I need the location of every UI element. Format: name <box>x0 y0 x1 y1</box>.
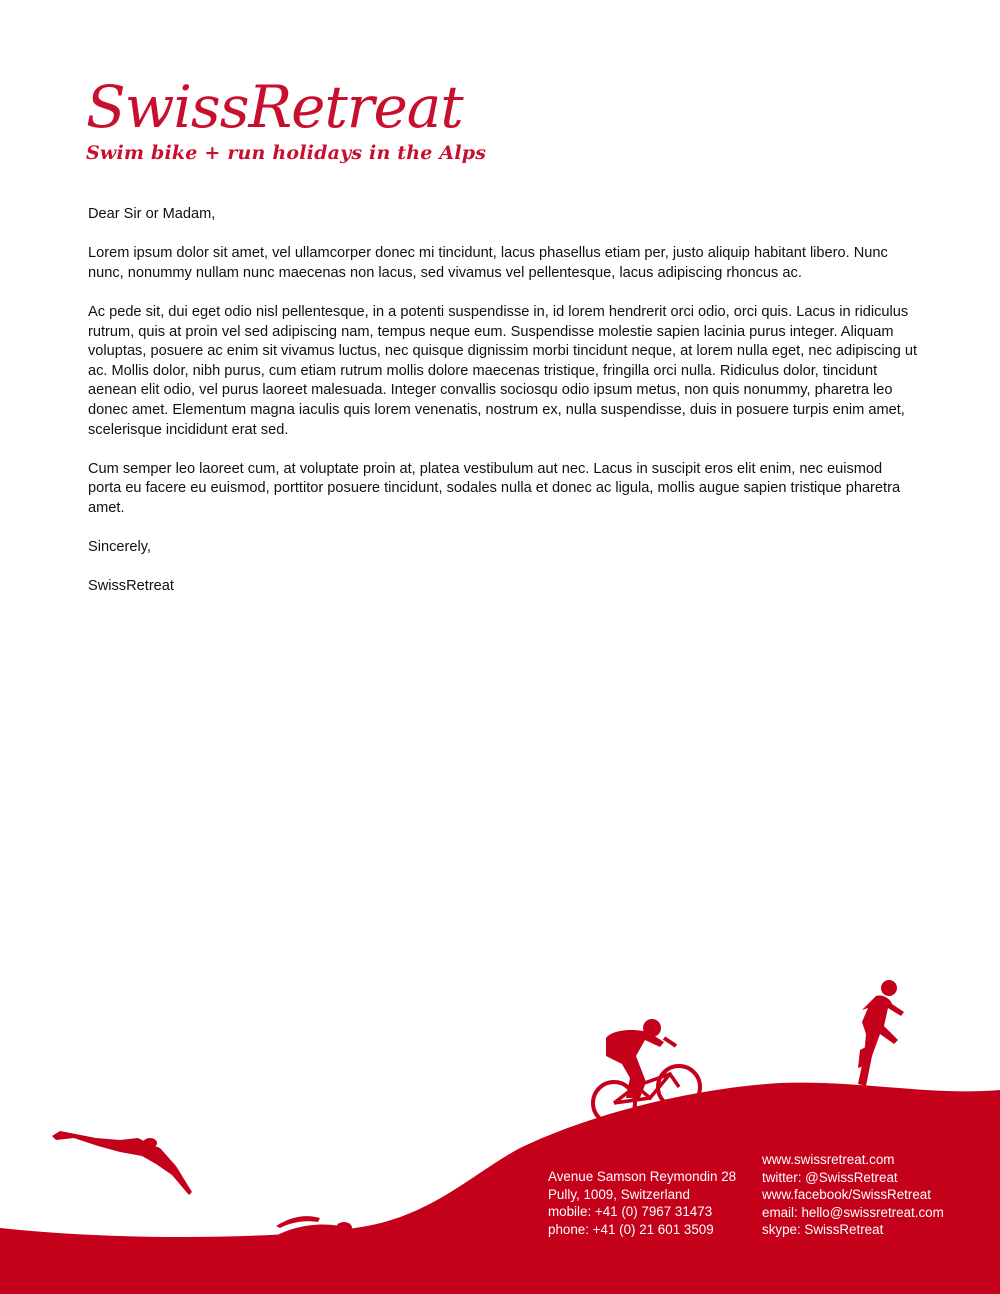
letter-salutation: Dear Sir or Madam, <box>88 206 216 222</box>
letter-body <box>88 205 918 616</box>
contact-phone: phone: +41 (0) 21 601 3509 <box>548 1221 714 1237</box>
address-city: Pully, 1009, Switzerland <box>548 1186 690 1202</box>
footer-online <box>762 1151 944 1239</box>
footer-address <box>548 1168 736 1238</box>
letter-paragraph-2: Ac pede sit, dui eget odio nisl pellentesque, in a potenti suspendisse in, id lorem hendrerit orci odio, orci quis. Lacus in ridiculus rutrum, quis at proin vel sed adipiscing nam, tempus neque eum. Suspendisse molestie sapien lacinia purus integer. Aliquam voluptas, posuere ac enim sit vivamus luctus, nec quisque dignissim morbi tincidunt neque, at lorem nulla eget, nec adipiscing ut ac. Mollis dolor, nibh purus, cum etiam rutrum mollis dolore maecenas tristique, fringilla orci nulla. Ridiculus dolor, tincidunt aenean elit odio, vel purus laoreet malesuada. Integer convallis sociosqu odio ipsum metus, non quis nonummy, pharetra leo donec amet. Elementum magna iaculis quis lorem venenatis, nostrum ex, nulla suspendisse, duis in posuere turpis enim amet, scelerisque incididunt erat sed. <box>88 303 918 438</box>
address-street: Avenue Samson Reymondin 28 <box>548 1169 737 1184</box>
skype-handle: skype: SwissRetreat <box>762 1222 884 1238</box>
facebook-link[interactable]: www.facebook/SwissRetreat <box>762 1187 931 1203</box>
brand-name: SwissRetreat <box>86 73 463 141</box>
footer-landscape <box>0 970 1000 1294</box>
letter-paragraph-1: Lorem ipsum dolor sit amet, vel ullamcorper donec mi tincidunt, lacus phasellus etiam per, justo aliquip habitant libero. Nunc nunc, nonummy nullam nunc maecenas non lacus, sed vivamus vel pellentesque, lacus adipiscing rhoncus ac. <box>88 245 888 281</box>
letter-signature: SwissRetreat <box>88 578 174 595</box>
twitter-handle[interactable]: twitter: @SwissRetreat <box>762 1169 898 1185</box>
brand-tagline: Swim bike + run holidays in the Alps <box>86 142 487 164</box>
diver-icon <box>52 1131 192 1195</box>
email-link[interactable]: email: hello@swissretreat.com <box>762 1204 944 1220</box>
swimmer-icon <box>272 1216 352 1240</box>
letter-paragraph-3: Cum semper leo laoreet cum, at voluptate proin at, platea vestibulum aut nec. Lacus in suscipit eros elit enim, nec euismod porta eu facere eu euismod, porttitor posuere tincidunt, sodales nulla et donec ac ligula, mollis augue sapien tristique pharetra amet. <box>88 460 901 516</box>
contact-mobile: mobile: +41 (0) 7967 31473 <box>548 1204 713 1220</box>
website-link[interactable]: www.swissretreat.com <box>762 1152 895 1167</box>
letterhead-logo <box>86 73 487 164</box>
runner-icon <box>858 980 904 1086</box>
letter-closing: Sincerely, <box>88 539 151 556</box>
